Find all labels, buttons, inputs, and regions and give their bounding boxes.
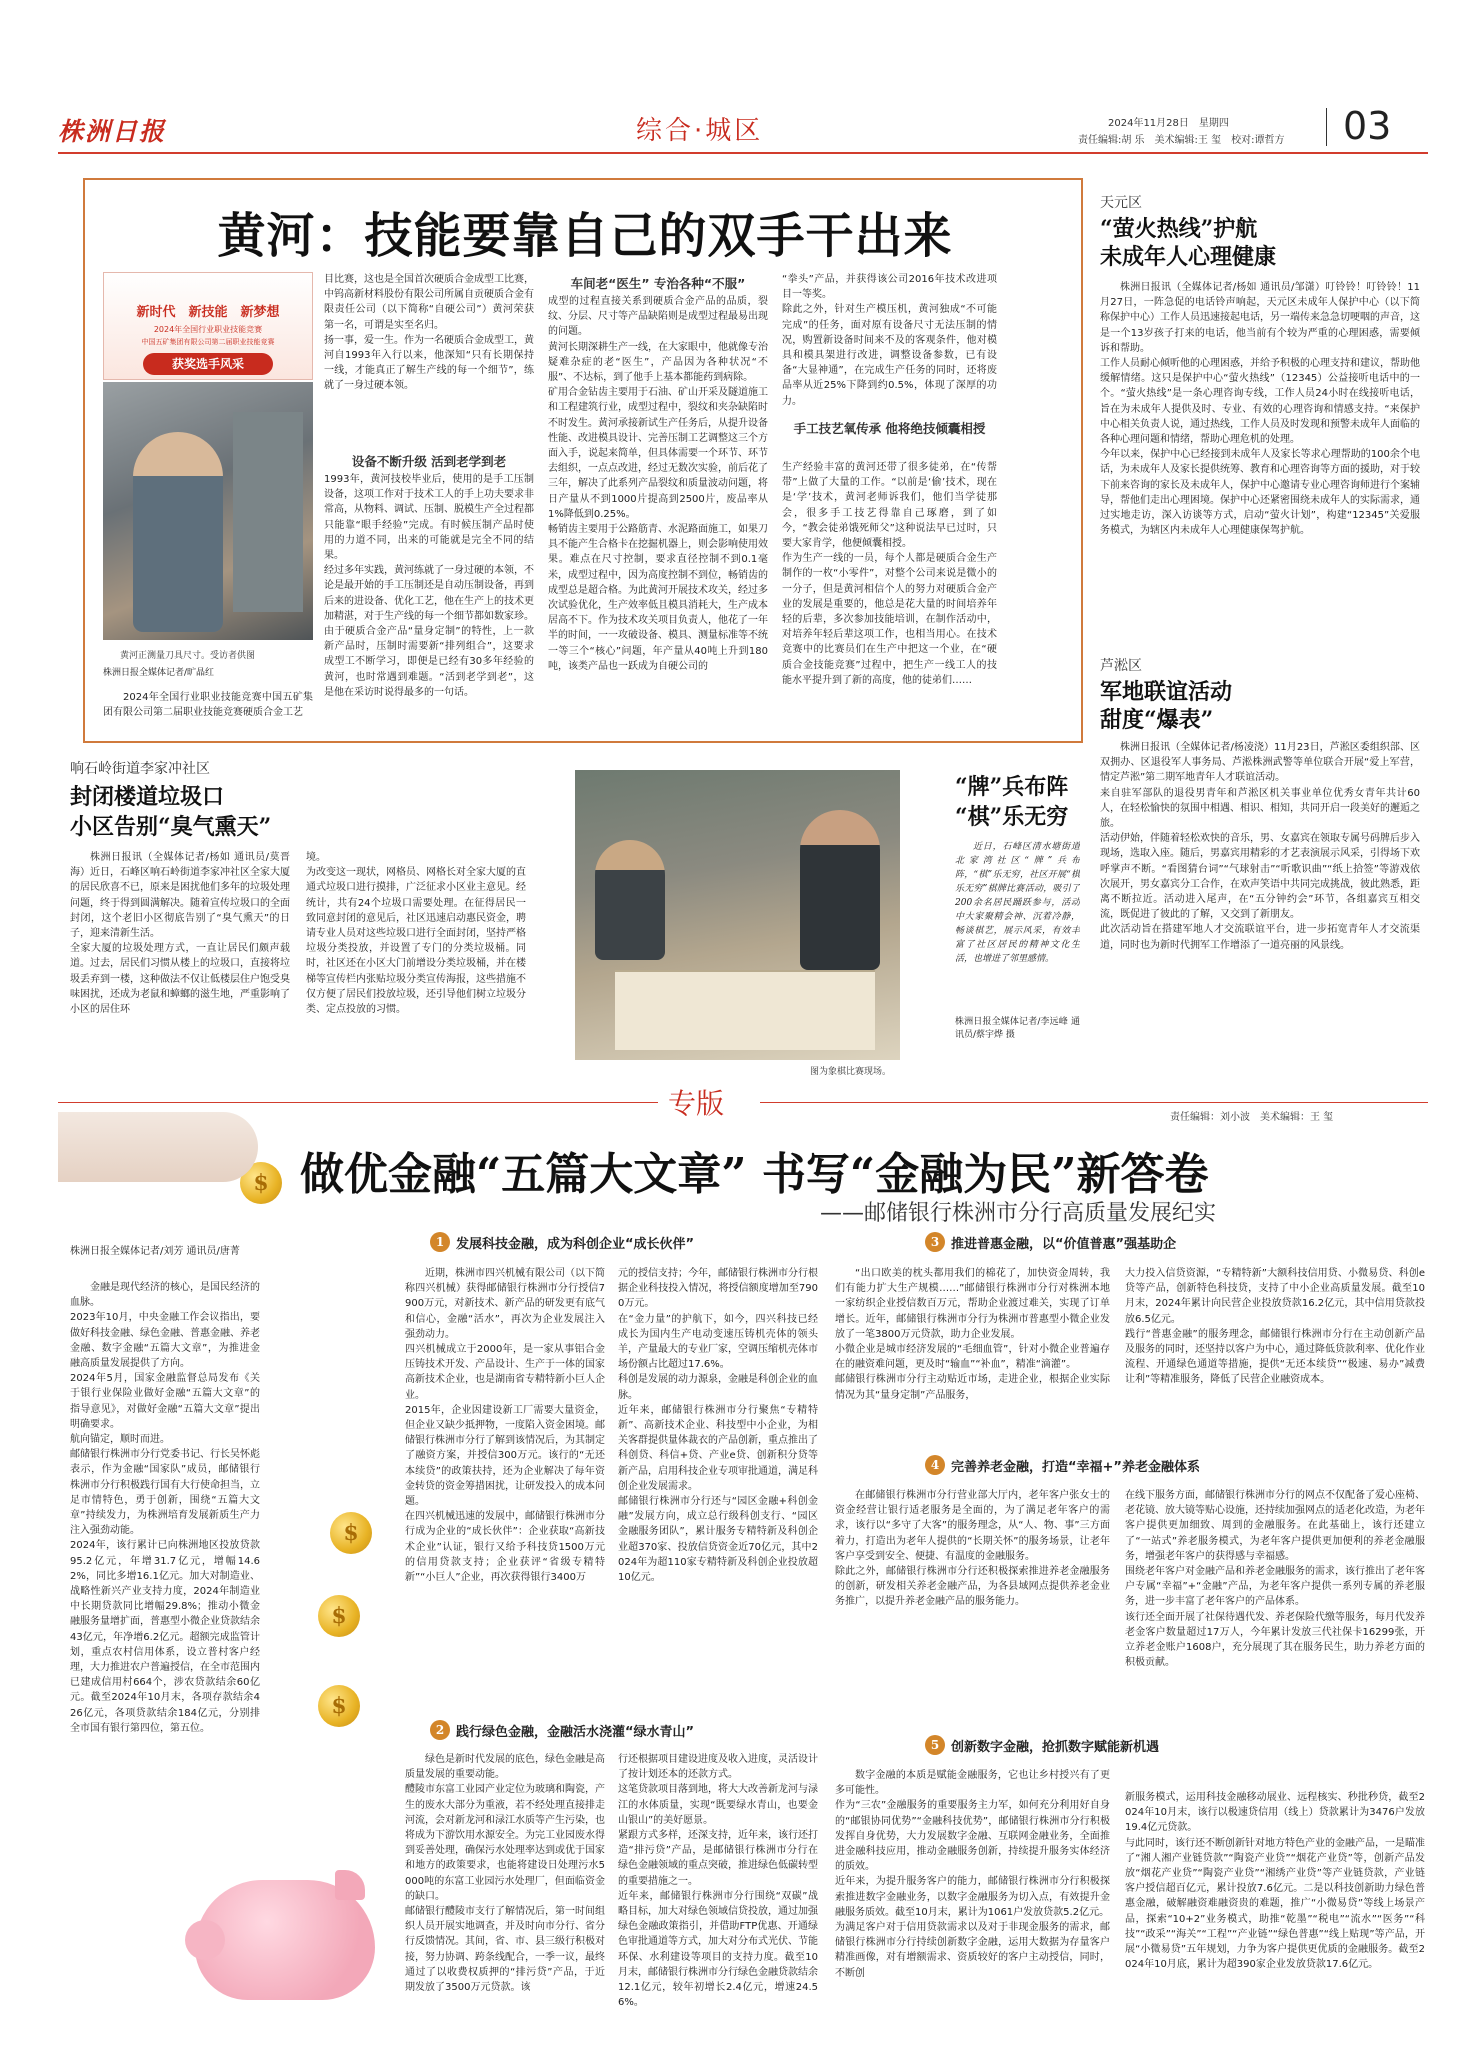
special-divider-right — [760, 1102, 1428, 1103]
sec5-number-badge: 5 — [925, 1735, 945, 1755]
special-divider-left — [58, 1102, 658, 1103]
editor-credits: 责任编辑:胡 乐 美术编辑:王 玺 校对:谭哲方 — [1078, 135, 1285, 146]
gold-coin-icon-2: $ — [318, 1595, 360, 1637]
lead-col1-tail: 2024年全国行业职业技能竞赛中国五矿集团有限公司第二届职业技能竞赛硬质合金工艺 — [103, 692, 313, 719]
sec3-number-badge: 3 — [925, 1232, 945, 1252]
special-byline: 株洲日报全媒体记者/刘芳 通讯员/唐菁 — [70, 1246, 240, 1257]
sec5-body-col1: 数字金融的本质是赋能金融服务，它也让乡村授兴有了更多可能性。 作为“三农”金融服务的重要服务主力军，如何充分利用好自身的“邮银协同优势”“金融科技优势”，邮储银行株洲市分行积极发挥自身优势，大力发展数字金融、互联网金融业务，全面推进金融科技应用，推动金融服务创新，持续提升服务实体经济的质效。 近年来，为提升服务客户的能力，邮储银行株洲市分行积极探索推进数字金融业务，以数字金融服务为切入点，有效提升金融服务质效。截至10月末，累计为1061户发放贷款5.2亿元。 为满足客户对于信用贷款需求以及对于非现金服务的需求，邮储银行株洲市分行持续创新数字金融，运用大数据为存量客户精准画像，对有增额需求、资质较好的客户主动授信，同时，不断创 — [835, 1770, 1110, 1979]
hand-shape — [58, 1112, 258, 1182]
sec2-body-col1: 绿色是新时代发展的底色，绿色金融是高质量发展的重要动能。 醴陵市东富工业园产业定位为玻璃和陶瓷，产生的废水大部分为重液，若不经处理直接排走河流，会对新龙河和渌江水质等产生污染，也将成为下游饮用水源安全。为完工业园废水得到妥善处理，确保污水处理率达到或优于国家和地方的政策要求，也能将建设日处理污水5000吨的东富工业园污水处理厂，但面临资金的缺口。 邮储银行醴陵市支行了解情况后，第一时间组织人员开展实地调查，并及时向市分行、省分行反馈情况。其间，省、市、县三级行积极对接，努力协调、跨条线配合，一季一议，最终通过了以收费权质押的“排污贷”产品，于近期发放了3500万元贷款。该 — [405, 1754, 605, 1994]
special-section-tag: 专版 — [668, 1087, 725, 1120]
badge-line-3: 中国五矿集团有限公司第二届职业技能竞赛 — [141, 338, 275, 346]
sec5-title: 创新数字金融，抢抓数字赋能新机遇 — [951, 1739, 1160, 1755]
mid1-community-tag: 响石岭街道李家冲社区 — [70, 761, 210, 777]
lead-col2-body: 1993年，黄河技校毕业后，使用的是手工压制设备，这项工作对于技术工人的手上功夫要求非常高，从物料、调试、压制、脱模生产全过程都只能靠“眼手经验”完成。有时候压制产品时使用的力道不同，出来的可能就是完全不同的结果。 经过多年实践，黄河练就了一身过硬的本领，不论是最开始的手工压制还是自动压制设备，再到后来的进设备、优化工艺，他在生产上的技术更加精湛，对于生产线的每一个细节都如数家珍。 由于硬质合金产品“量身定制”的特性，上一款新产品时，压制时需要新“排列组合”，这要求成型工不断学习，即便是已经有30多年经验的黄河，也时常遇到难题。“活到老学到老”，这是他在采访时说得最多的一句话。 — [324, 474, 534, 698]
page-number: 03 — [1343, 104, 1392, 148]
sec4-title: 完善养老金融，打造“幸福+”养老金融体系 — [951, 1459, 1200, 1475]
lead-col3-subhead: 车间老“医生” 专治各种“不服” — [570, 276, 746, 291]
side1-district-tag: 天元区 — [1100, 195, 1142, 211]
sec1-body-col2: 元的授信支持；今年，邮储银行株洲市分行根据企业科技投入情况，将授信额度增加至7900万元。 在“金力量”的护航下，如今，四兴科技已经成长为国内生产电动变速压铸机壳体的领头羊，产量最大的专业厂家，空调压缩机壳体市场份额占比超过17.6%。 科创是发展的动力源泉，金融是科创企业的血脉。 近年来，邮储银行株洲市分行聚焦“专精特新”、高新技术企业、科技型中小企业，为相关客群提供量体裁衣的产品创新，重点推出了科创贷、科信+贷、产业e贷、创新积分贷等新产品，启用科技企业专项审批通道，满足科创企业发展需求。 邮储银行株洲市分行还与“园区金融+科创金融”发展方向，成立总行级科创支行、“园区金融服务团队”，累计服务专精特新及科创企业超370家、投放信贷资金近70亿元，其中2024年为超110家专精特新及科创企业投放超10亿元。 — [618, 1268, 818, 1584]
sec3-body-col1: “出口欧美的枕头都用我们的棉花了，加快资金周转，我们有能力扩大生产规模……”邮储银行株洲市分行对株洲本地一家纺织企业授信数百万元，帮助企业渡过难关，实现了订单增长。近年，邮储银行株洲市分行为株洲市普惠型小微企业发放了一笔3800万元贷款，助力企业发展。 小微企业是城市经济发展的“毛细血管”，针对小微企业普遍存在的融资难问题，更及时“输血”“补血”，精准“滴灌”。 邮储银行株洲市分行主动贴近市场，走进企业，根据企业实际情况为其“量身定制”产品服务， — [835, 1268, 1110, 1401]
special-intro: 金融是现代经济的核心，是国民经济的血脉。 2023年10月，中央金融工作会议指出，要做好科技金融、绿色金融、普惠金融、养老金融、数字金融“五篇大文章”，为推进金融高质量发展提供了方向。 2024年5月，国家金融监督总局发布《关于银行业保险业做好金融“五篇大文章”的指导意见》，对做好金融“五篇大文章”提出明确要求。 航向锚定，顺时而进。 邮储银行株洲市分行党委书记、行长吴怀彪表示，作为金融“国家队”成员，邮储银行株洲市分行积极践行国有大行使命担当，立足市情特色，勇于创新，围绕“五篇大文章”持续发力，为株洲培育发展新质生产力注入强劲动能。 2024年，该行累计已向株洲地区投放贷款95.2亿元，年增31.7亿元，增幅14.62%，同比多增16.1亿元。加大对制造业、战略性新兴产业支持力度，2024年制造业中长期贷款同比增幅29.8%；推动小微金融服务量增扩面，普惠型小微企业贷款结余43亿元，年净增6.2亿元。超额完成监管计划，重点农村信用体系，设立普村客户经理，大力推进农户普遍授信，在全市范围内已建成信用村664个，涉农贷款结余60亿元。截至2024年10月末，各项存款结余426亿元，各项贷款结余184亿元，分别排全市国有银行第四位，第五位。 — [70, 1282, 260, 1734]
special-subheadline: ——邮储银行株洲市分行高质量发展纪实 — [820, 1201, 1217, 1226]
sec4-heading — [925, 1455, 1200, 1475]
header-divider — [1326, 108, 1327, 146]
sec1-body-col1: 近期，株洲市四兴机械有限公司（以下简称四兴机械）获得邮储银行株洲市分行授信7900万元，对新技术、新产品的研发更有底气和信心，金融“活水”，再次为企业发展注入强劲动力。 四兴机械成立于2000年，是一家从事铝合金压铸技术开发、产品设计、生产于一体的国家高新技术企业，也是湖南省专精特新小巨人企业。 2015年，企业因建设新工厂需要大量资金，但企业又缺少抵押物，一度陷入资金困境。邮储银行株洲市分行了解到该情况后，为其制定了融资方案，并授信300万元。该行的“无还本续贷”的政策扶持，还为企业解决了每年资金转贷的资金筹措困扰，让研发投入的成本问题。 在四兴机械迅速的发展中，邮储银行株洲市分行成为企业的“成长伙伴”：企业获取“高新技术企业”认证，银行又给予科技贷1500万元的信用贷款支持；企业获评“省级专精特新”“小巨人”企业，再次获得银行3400万 — [405, 1268, 605, 1584]
sec3-title: 推进普惠金融，以“价值普惠”强基助企 — [951, 1236, 1177, 1252]
newspaper-logo: 株洲日报 — [58, 117, 167, 146]
sec2-number-badge: 2 — [430, 1720, 450, 1740]
lead-photo-caption: 黄河正测量刀具尺寸。受访者供图 — [120, 651, 256, 661]
special-editor-credits: 责任编辑：刘小波 美术编辑：王 玺 — [1170, 1112, 1334, 1123]
gold-coin-icon-top: $ — [240, 1162, 282, 1204]
mid2-title-line2: “棋”乐无穷 — [955, 804, 1069, 830]
player-right — [800, 810, 880, 970]
sec2-heading — [430, 1720, 694, 1740]
header-rule — [58, 152, 1428, 154]
lead-col3-body: 成型的过程直接关系到硬质合金产品的品质，裂纹、分层、尺寸等产品缺陷则是成型过程最易出现的问题。 黄河长期深耕生产一线，在大家眼中，他就像专治疑难杂症的老“医生”，产品因为各种状况“不服”、不达标，到了他手上基本都能药到病除。 矿用合金钻齿主要用于石油、矿山开采及隧道施工和工程建筑行业，成型过程中，裂纹和夹杂缺陷时不时发生。黄河承接新试生产任务后，从提升设备性能、改进模具设计、完善压制工艺调整这三个方面入手，说起来简单，但具体需要一个环节、环节去组织，一点点改进，经过无数次实验，前后花了三年，解决了此系列产品裂纹和质量波动问题，将日产量从不到1000片提高到2500片，废品率从1%降低到0.25%。 畅销齿主要用于公路筋青、水泥路面施工，如果刀具不能产生合格卡在挖掘机器上，则会影响使用效果。难点在尺寸控制，要求直径控制不到0.1毫米，成型过程中，因为高度控制不到位，畅销齿的成型总是超合格。为此黄河开展技术攻关，经过多次试验优化，生产效率低且模具消耗大，生产成本居高不下。作为技术攻关项目负责人，他花了一年半的时间，一一攻破设备、模具、测量标准等不统一等三个“核心”问题，年产量从40吨上升到180吨，该类产品也一跃成为自硬公司的 — [548, 296, 768, 672]
side2-title-line2: 甜度“爆表” — [1100, 707, 1214, 733]
lead-headline: 黄河：技能要靠自己的双手干出来 — [217, 208, 953, 264]
masthead — [58, 104, 1428, 156]
section-title: 综合·城区 — [636, 116, 764, 146]
sec5-body-col2: 新服务模式，运用科技金融移动展业、远程核实、秒批秒贷，截至2024年10月末，该行以极速贷信用（线上）贷款累计为3476户发放19.4亿元贷款。 与此同时，该行还不断创新针对地方特色产业的金融产品，一是瞄准了“湘人湘产业链贷款”“陶瓷产业贷”“烟花产业贷”等，创新产品发放“烟花产业贷”“陶瓷产业贷”“湘绣产业贷”等产业链贷款，产业链客户授信超百亿元，累计投放7.6亿元。二是以科技创新助力绿色普惠金融，破解融资难融资贵的难题，推广“小微易贷”等线上场景产品，探索“10+2”业务模式，助推“乾墨”“税电”“流水”“医务”“科技”“政采”“海关”“工程”“产业链”“绿色普惠”“线上贴现”等产品，开展“小微易贷”五年规划，力争为客户提供更优质的金融服务。截至2024年10月底，累计为超390家企业发放贷款17.6亿元。 — [1125, 1792, 1425, 1971]
lead-col4-body: 生产经验丰富的黄河还带了很多徒弟，在“传帮带”上做了大量的工作。“以前是‘偷’技术，现在是‘学’技术，黄河老师诉我们，他们当学徒那会，很多手工技艺得靠自己琢磨，到了如今，“教会徒弟饿死师父”这种说法早已过时，只要大家肯学，他便倾囊相授。 作为生产一线的一员，每个人都是硬质合金生产制作的一枚“小零件”，对整个公司来说是微小的一分子，但是黄河相信个人的努力对硬质合金产业的发展是重要的，他总是花大量的时间培养年轻的后辈，多次参加技能培训，在制作活动中，对培养年轻后辈这项工作，也相当用心。在技术竞赛中的比赛员们在生产中把这一个业，在“硬质合金技能竞赛”过程中，把生产一线工人的技能水平提升到了新的高度，他的徒弟们…… — [782, 462, 997, 686]
player-left — [595, 840, 665, 960]
side1-body: 株洲日报讯（全媒体记者/杨如 通讯员/邹潇）叮铃铃！叮铃铃！11月27日，一阵急促的电话铃声响起，天元区未成年人保护中心（以下简称保护中心）工作人员迅速接起电话，另一端传来急急切哽咽的声音，这是一个13岁孩子打来的电话，他当前有个较为严重的心理困惑，需要倾诉和帮助。 工作人员耐心倾听他的心理困惑，并给予积极的心理支持和建议，帮助他缓解情绪。这只是保护中心“萤火热线”（12345）公益接听电话中的一个。“萤火热线”是一条心理咨询专线，工作人员24小时在线接听电话，旨在为未成年人提供及时、专业、有效的心理咨询和情感支持。“来保护中心相关负责人说，通过热线，工作人员及时发现和预警未成年人面临的各种心理问题和情绪，帮助心理危机的处理。 今年以来，保护中心已经接到未成年人及家长等求心理帮助的100余个电话，为未成年人及家长提供统筹、教育和心理咨询等方面的援助，对于较下前来咨询的家长及未成年人，保护中心邀请专业心理咨询师进行个案辅导，帮他们走出心理困境。保护中心还紧密围绕未成年人的实际需求，通过实地走访，深入访谈等方式，启动“萤火计划”，构建“12345”关爱服务模式，为辖区内未成年人心理健康保驾护航。 — [1100, 282, 1420, 537]
side1-title-line1: “萤火热线”护航 — [1100, 216, 1258, 242]
lead-byline: 株洲日报全媒体记者/旷晶红 — [103, 668, 215, 678]
mid2-byline: 株洲日报全媒体记者/李远峰 通讯员/蔡宇烨 摄 — [955, 1017, 1080, 1040]
mid2-title-line1: “牌”兵布阵 — [955, 774, 1069, 800]
sec3-heading — [925, 1232, 1176, 1252]
chess-photo-caption: 图为象棋比赛现场。 — [810, 1067, 892, 1077]
sec4-body-col2: 在线下服务方面，邮储银行株洲市分行的网点不仅配备了爱心座椅、老花镜、放大镜等贴心设施，还持续加强网点的适老化改造，为老年客户提供更加细致、周到的金融服务。在此基础上，该行还建立了“一站式”养老服务模式，为老年客户提供更加便利的养老金融服务，增强老年客户的获得感与幸福感。 围绕老年客户对金融产品和养老金融服务的需求，该行推出了老年客户专属“幸福”+“金融”产品，为老年客户提供一系列专属的养老服务，进一步丰富了老年客户的产品体系。 该行还全面开展了社保待遇代发、养老保险代缴等服务，每月代发养老金客户数量超过17万人，今年累计发放三代社保卡16299张，开立养老金账户1608户，充分展现了其在服务民生，助力养老方面的积极贡献。 — [1125, 1490, 1425, 1669]
sec1-number-badge: 1 — [430, 1232, 450, 1252]
gold-coin-icon-1: $ — [330, 1512, 372, 1554]
sec2-title: 践行绿色金融，金融活水浇灌“绿水青山” — [456, 1724, 695, 1740]
mid2-body: 近日，石峰区清水塘街道北家湾社区“牌”兵布阵，“棋”乐无穷，社区开展“棋乐无穷”棋牌比赛活动，吸引了200余名居民踊跃参与，活动中大家聚精会神、沉着冷静，畅谈棋艺，展示风采，有效丰富了社区居民的精神文化生活，也增进了邻里感情。 — [955, 842, 1080, 964]
badge-line-2: 2024年全国行业职业技能竞赛 — [153, 325, 263, 334]
lead-col2-subhead: 设备不断升级 活到老学到老 — [351, 454, 507, 469]
sec3-body-col2: 大力投入信贷资源，“专精特新”大额科技信用贷、小微易贷、科创e贷等产品，创新特色科技贷，支持了中小企业高质量发展。截至10月末，2024年累计向民营企业投放贷款16.2亿元，其中信用贷款投放6.5亿元。 践行“普惠金融”的服务理念，邮储银行株洲市分行在主动创新产品及服务的同时，还坚持以客户为中心，通过降低贷款利率、优化作业流程、开通绿色通道等措施，提供“无还本续贷”“极速、易办”减费让利”等精准服务，降低了民营企业融资成本。 — [1125, 1268, 1425, 1386]
sec1-heading — [430, 1232, 694, 1252]
issue-date: 2024年11月28日 星期四 — [1108, 118, 1229, 129]
lead-photo — [103, 382, 313, 640]
special-headline: 做优金融“五篇大文章” 书写“金融为民”新答卷 — [300, 1149, 1209, 1200]
mid1-body-col2: 境。 为改变这一现状，网格员、网格长对全家大厦的直通式垃圾口进行摸排，广泛征求小区业主意见。经统计，共有24个垃圾口需要处理。在征得居民一致同意封闭的意见后，社区迅速启动惠民资金，聘请专业人员对这些垃圾口进行全面封闭，坚持严格垃圾分类投放，并设置了专门的分类垃圾桶。同时，社区还在小区大门前增设分类垃圾桶，并在楼梯等宣传栏内张贴垃圾分类宣传海报，这些措施不仅方便了居民们投放垃圾，还引导他们树立垃圾分类、定点投放的习惯。 — [306, 852, 526, 1016]
piggy-bank-icon — [185, 1860, 385, 2000]
chess-table — [615, 970, 875, 1050]
badge-line-1: 新时代 新技能 新梦想 — [136, 305, 280, 320]
sec2-body-col2: 行还根据项目建设进度及收入进度，灵活设计了按计划还本的还款方式。 这笔贷款项目落到地，将大大改善新龙河与渌江的水体质量，实现“既要绿水青山，也要金山银山”的美好愿景。 紧跟方式多样，还深支持，近年来，该行还打造“排污贷”产品，是邮储银行株洲市分行在绿色金融领域的重点突破，推进绿色低碳转型的重要措施之一。 近年来，邮储银行株洲市分行围绕“双碳”战略目标，加大对绿色领域信贷投放，通过加强绿色金融政策指引，并借助FTP优惠、开通绿色审批通道等方式，加大对分布式光伏、节能环保、水利建设等项目的支持力度。截至10月末，邮储银行株洲市分行绿色金融贷款结余12.1亿元，较年初增长2.4亿元，增速24.56%。 — [618, 1754, 818, 2009]
mid1-body-col1: 株洲日报讯（全媒体记者/杨如 通讯员/莫晋海）近日，石峰区响石岭街道李家冲社区全家大厦的居民欣喜不已，原来是困扰他们多年的垃圾处理问题，终于得到圆满解决。随着宣传垃圾口的全面封闭，这个老旧小区彻底告别了“臭气熏天”的日子，迎来清新生活。 全家大厦的垃圾处理方式，一直让居民们颇声载道。过去，居民们习惯从楼上的垃圾口，直接将垃圾丢弃到一楼，这种做法不仅让低楼层住户饱受臭味困扰，还成为老鼠和蟑螂的滋生地，严重影响了小区的居住环 — [70, 852, 290, 1016]
side2-district-tag: 芦淞区 — [1100, 658, 1142, 674]
lead-col4-top: “拳头”产品，并获得该公司2016年技术改进项目一等奖。 除此之外，针对生产模压机，黄河独成“不可能完成”的任务，面对原有设备尺寸无法压制的情况，购置新设备时间来不及的客观条件，他对模具和模具架进行改进，调整设备参数，已有设备“大显神通”，在完成生产任务的同时，还将废品率从近25%下降到约0.5%，体现了深厚的功力。 — [782, 274, 997, 407]
sec4-number-badge: 4 — [925, 1455, 945, 1475]
lead-col2-top: 目比赛，这也是全国首次硬质合金成型工比赛，中钨高新材料股份有限公司所属自贡硬质合金有限责任公司（以下简称“自硬公司”）黄河荣获第一名，可谓是实至名归。 扬一事，爱一生。作为一名硬质合金成型工，黄河自1993年入行以来，他深知“只有长期保持一线，才能真正了解生产线的每一个细节”，练就了一身过硬本领。 — [324, 274, 534, 392]
sec1-title: 发展科技金融，成为科创企业“成长伙伴” — [456, 1236, 695, 1252]
side2-title-line1: 军地联谊活动 — [1100, 679, 1233, 705]
side2-body: 株洲日报讯（全媒体记者/杨凌浇）11月23日，芦淞区委组织部、区双拥办、区退役军人事务局、芦淞株洲武警等单位联合开展“爱上军营，情定芦淞”第二期军地青年人才联谊活动。 来自驻军部队的退役男青年和芦淞区机关事业单位优秀女青年共计60人，在轻松愉快的氛围中相遇、相识、相知，共同开启一段美好的邂逅之旅。 活动伊始，伴随着轻松欢快的音乐，男、女嘉宾在领取专属号码牌后步入现场，选取入座。随后，男嘉宾用精彩的才艺表演展示风采，引得场下欢呼掌声不断。“看图猜台词”“气球射击”“听歌识曲”“纸上拾签”等游戏依次展开，男女嘉宾分工合作，在欢声笑语中共同完成挑战，彼此熟悉，距离不断拉近。活动进入尾声，在“五分钟约会”环节，各组嘉宾互相交流，既促进了彼此的了解，又交到了新朋友。 此次活动旨在搭建军地人才交流联谊平台，进一步拓宽青年人才交流渠道，同时也为新时代拥军工作增添了一道亮丽的风景线。 — [1100, 742, 1420, 951]
lead-col4-subhead: 手工技艺氧传承 他将绝技倾囊相授 — [793, 421, 986, 436]
mid1-title-line1: 封闭楼道垃圾口 — [70, 784, 225, 810]
gold-coin-icon-3: $ — [318, 1685, 360, 1727]
worker-figure — [133, 432, 223, 632]
machine-shape — [233, 412, 303, 612]
sec5-heading — [925, 1735, 1159, 1755]
chess-event-photo — [575, 770, 900, 1060]
sec4-body-col1: 在邮储银行株洲市分行营业部大厅内，老年客户张女士的资金经营让银行适老服务是全面的，为了满足老年客户的需求，该行以“多守了大客”的服务理念，从“人、物、事”三方面着力，打造出为老年人提供的“长期关怀”的服务场景，让老年客户享受到安全、便捷、有温度的金融服务。 除此之外，邮储银行株洲市分行还积极探索推进养老金融服务的创新，研发相关养老金融产品，为各县域网点提供养老金业务推广，以提升养老金融产品的服务能力。 — [835, 1490, 1110, 1608]
award-badge — [103, 272, 313, 380]
mid1-title-line2: 小区告别“臭气熏天” — [70, 814, 272, 840]
badge-label: 获奖选手风采 — [143, 353, 273, 375]
side1-title-line2: 未成年人心理健康 — [1100, 244, 1277, 270]
